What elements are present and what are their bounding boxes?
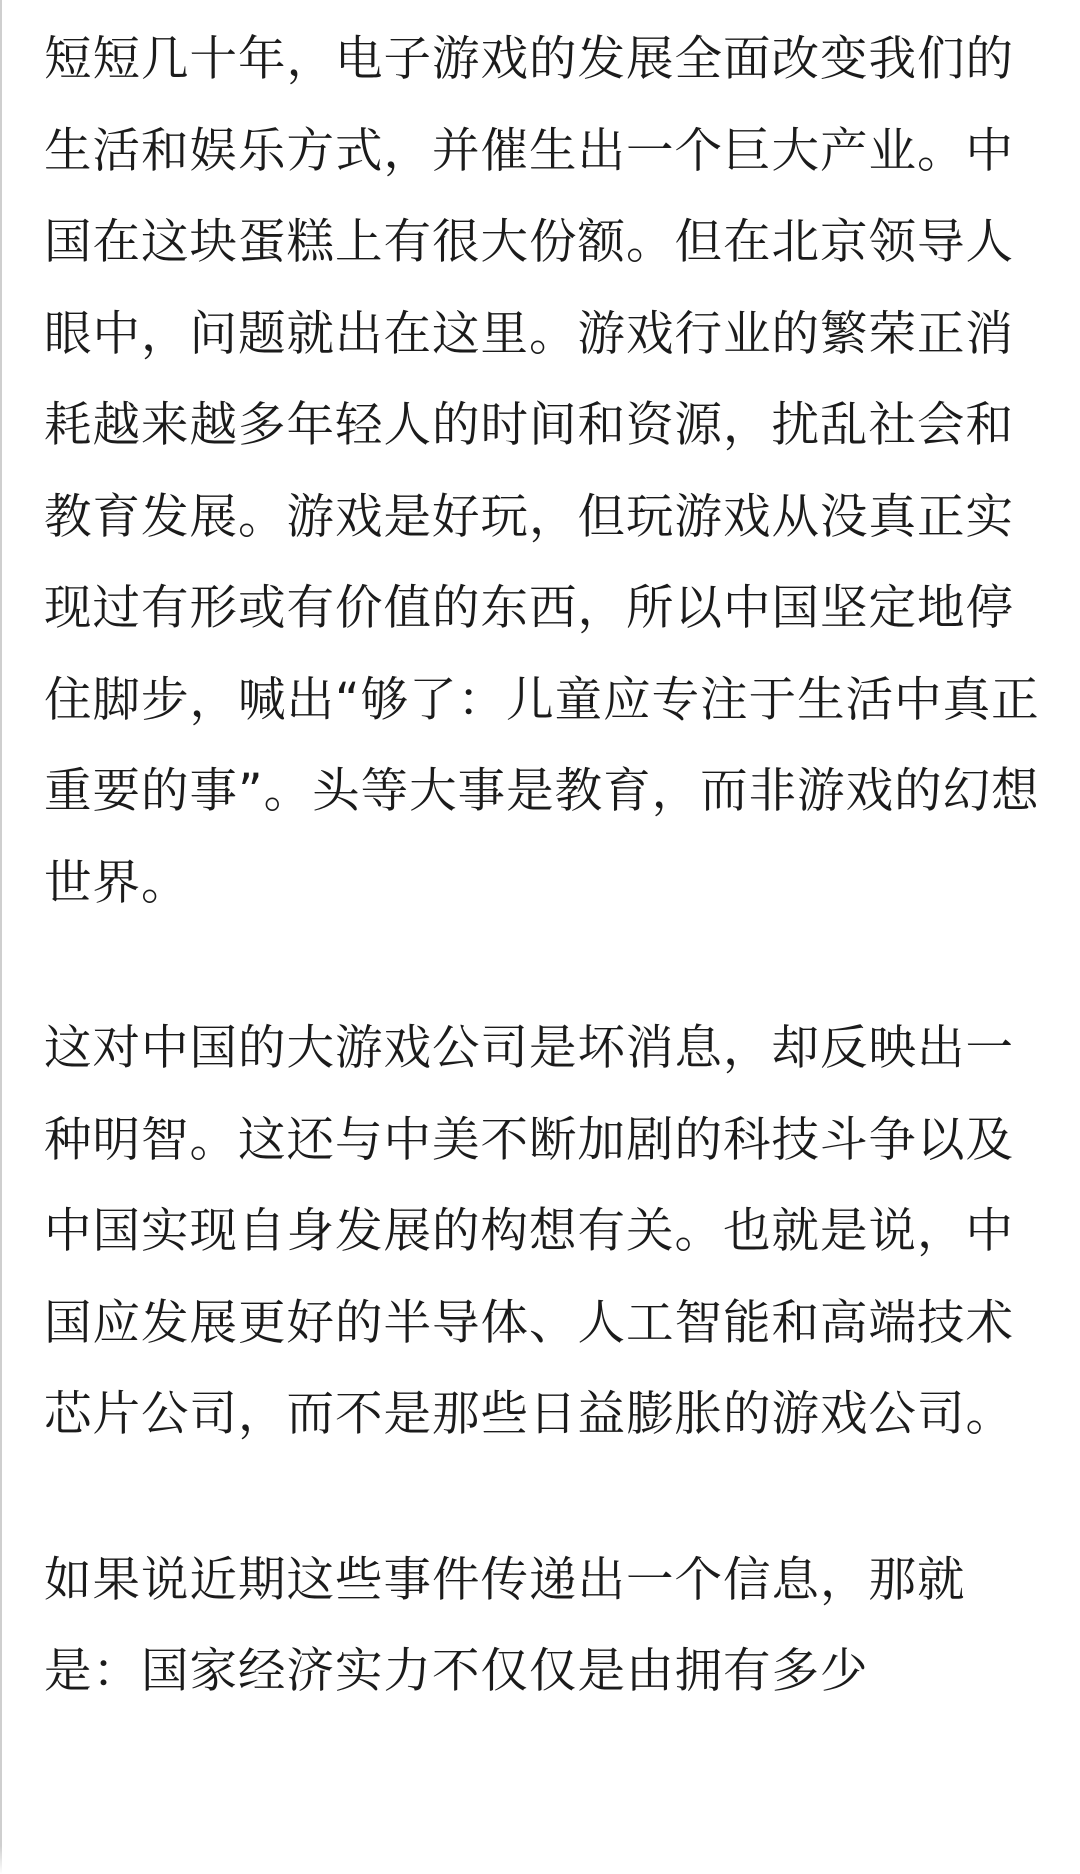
left-edge-divider — [0, 0, 2, 1874]
paragraph-2: 这对中国的大游戏公司是坏消息，却反映出一种明智。这还与中美不断加剧的科技斗争以及中国实现自身发展的构想有关。也就是说，中国应发展更好的半导体、人工智能和高端技术芯片公司，而不是那些日益膨胀的游戏公司。 — [44, 1021, 1014, 1442]
bottom-fade — [0, 1846, 1080, 1874]
paragraph-1: 短短几十年，电子游戏的发展全面改变我们的生活和娱乐方式，并催生出一个巨大产业。中国在这块蛋糕上有很大份额。但在北京领导人眼中，问题就出在这里。游戏行业的繁荣正消耗越来越多年轻人的时间和资源，扰乱社会和教育发展。游戏是好玩，但玩游戏从没真正实现过有形或有价值的东西，所以中国坚定地停住脚步，喊出“够了：儿童应专注于生活中真正重要的事”。头等大事是教育，而非游戏的幻想世界。 — [44, 32, 1040, 911]
article-body — [44, 14, 1044, 1718]
paragraph-3: 如果说近期这些事件传递出一个信息，那就是：国家经济实力不仅仅是由拥有多少 — [44, 1552, 966, 1699]
